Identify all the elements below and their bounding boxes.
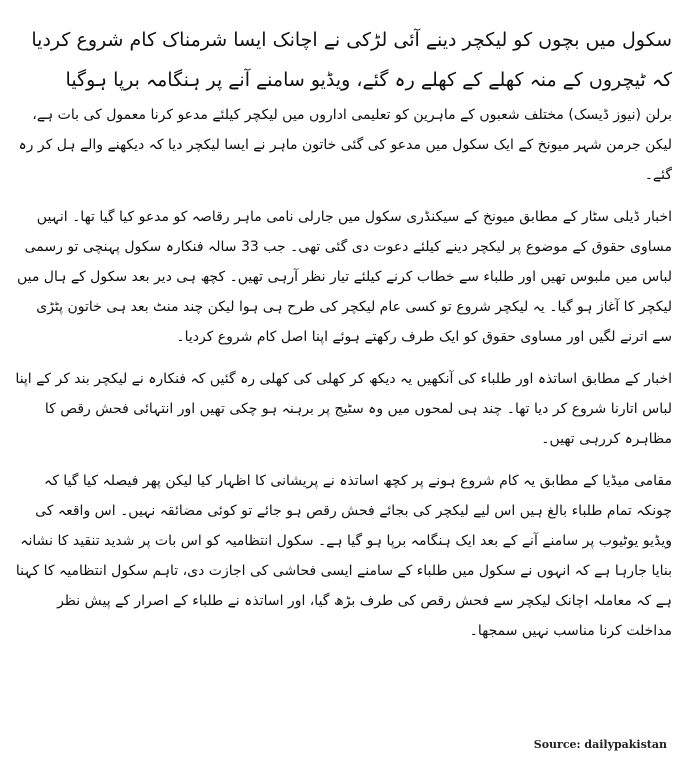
- source-credit: Source: dailypakistan: [533, 738, 667, 751]
- article-paragraph-1: برلن (نیوز ڈیسک) مختلف شعبوں کے ماہرین کو تعلیمی اداروں میں لیکچر کیلئے مدعو کرنا معمول کی بات ہے، لیکن جرمن شہر میونخ کے ایک سکول میں مدعو کی گئی خاتون ماہر نے ایسا لیکچر دیا کہ دیکھنے والے ہل کر رہ گئے۔: [18, 107, 672, 183]
- article-headline: سکول میں بچوں کو لیکچر دینے آئی لڑکی نے اچانک ایسا شرمناک کام شروع کردیا کہ ٹیچروں کے منہ کھلے کے کھلے رہ گئے، ویڈیو سامنے آنے پر ہنگامہ برپا ہوگیا: [31, 29, 672, 91]
- article-paragraph-4: مقامی میڈیا کے مطابق یہ کام شروع ہونے پر کچھ اساتذہ نے پریشانی کا اظہار کیا لیکن پھر فیصلہ کیا گیا کہ چونکہ تمام طلباء بالغ ہیں اس لیے لیکچر کی بجائے فحش رقص ہو جائے تو کوئی مضائقہ نہیں۔ اس واقعہ کی ویڈیو یوٹیوب پر سامنے آنے کے بعد ایک ہنگامہ برپا ہو گیا ہے۔ سکول انتظامیہ کو اس بات پر شدید تنقید کا نشانہ بنایا جارہا ہے کہ انہوں نے سکول میں طلباء کے سامنے ایسی فحاشی کی اجازت دی، تاہم سکول انتظامیہ کا کہنا ہے کہ معاملہ اچانک لیکچر سے فحش رقص کی طرف بڑھ گیا، اور اساتذہ نے طلباء کے اصرار کے پیش نظر مداخلت کرنا مناسب نہیں سمجھا۔: [15, 473, 672, 639]
- article-paragraph-2: اخبار ڈیلی سٹار کے مطابق میونخ کے سیکنڈری سکول میں جارلی نامی ماہر رقاصہ کو مدعو کیا گیا تھا۔ انہیں مساوی حقوق کے موضوع پر لیکچر دینے کیلئے دعوت دی گئی تھی۔ جب 33 سالہ فنکارہ سکول پہنچی تو رسمی لباس میں ملبوس تھیں اور طلباء سے خطاب کرنے کیلئے تیار نظر آرہی تھیں۔ کچھ ہی دیر بعد سکول کے ہال میں لیکچر کا آغاز ہو گیا۔ یہ لیکچر شروع تو کسی عام لیکچر کی طرح ہی ہوا لیکن چند منٹ بعد ہی خاتون پٹڑی سے اترنے لگیں اور مساوی حقوق کو ایک طرف رکھتے ہوئے اپنا اصل کام شروع کردیا۔: [16, 209, 672, 345]
- article: [12, 20, 672, 646]
- article-paragraph-3: اخبار کے مطابق اساتذہ اور طلباء کی آنکھیں یہ دیکھ کر کھلی کی کھلی رہ گئیں کہ فنکارہ نے لیکچر بند کر کے اپنا لباس اتارنا شروع کر دیا تھا۔ چند ہی لمحوں میں وہ سٹیج پر برہنہ ہو چکی تھیں اور انتہائی فحش رقص کا مظاہرہ کررہی تھیں۔: [15, 371, 672, 447]
